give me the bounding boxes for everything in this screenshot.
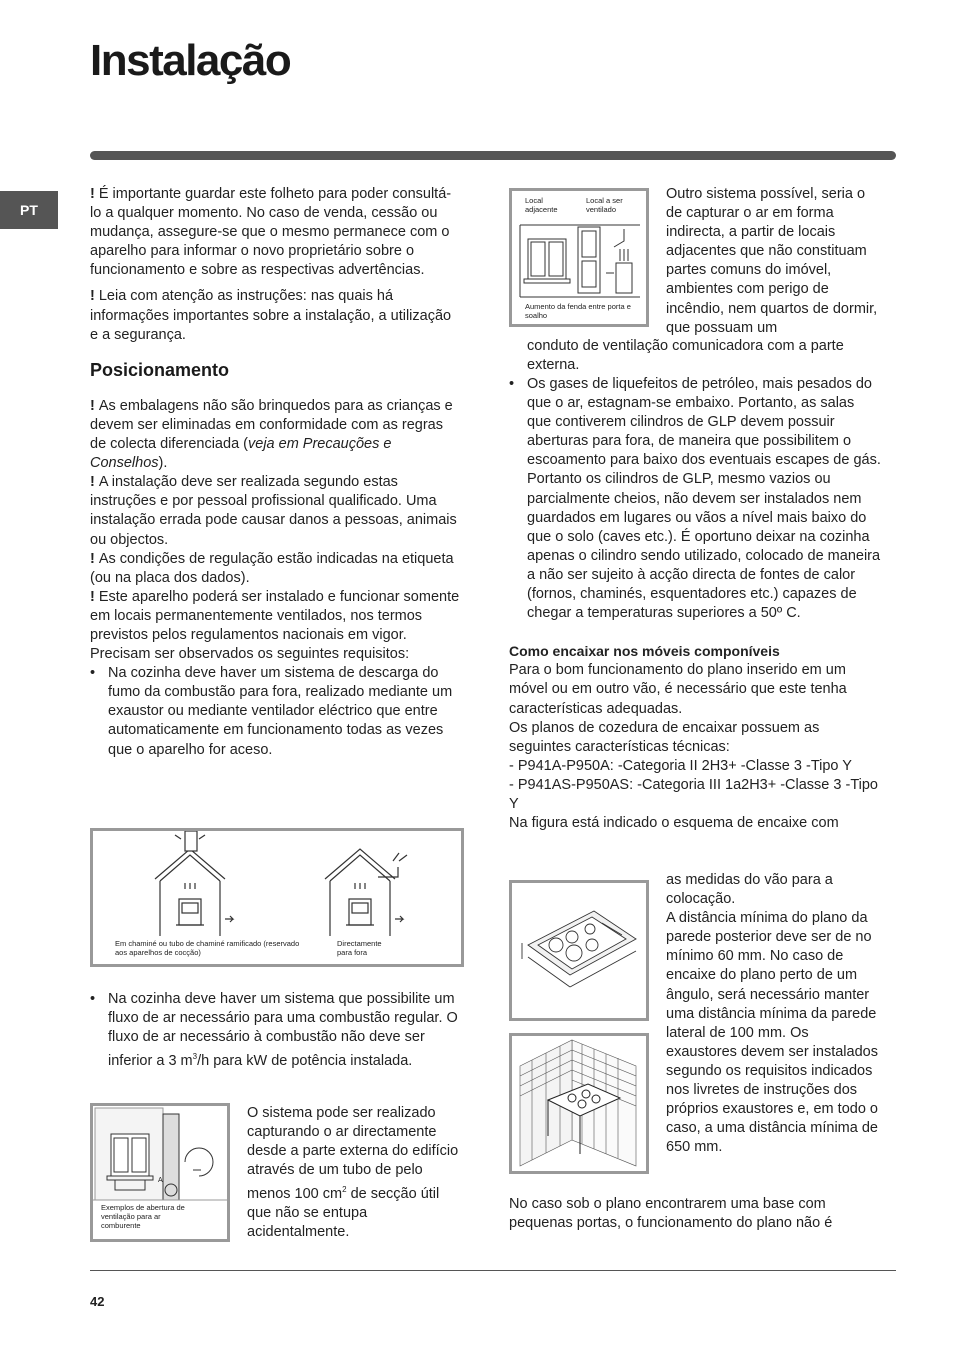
opening-label-a: A [158,1177,163,1184]
figure-caption-door-gap: Aumento da fenda entre porta e soalho [525,302,631,320]
fitting-paragraph-2: Os planos de cozedura de encaixar possuem as seguintes características técnicas: [509,719,820,755]
section-heading-positioning: Posicionamento [90,359,230,380]
warning-installation: ! A instalação deve ser realizada segundo estas instruções e por pessoal profissional qualificado. Uma instalação errada pode causar danos a pessoas, animais ou objectos. [90,474,457,548]
figure-caption-direct: Directamente para fora [337,939,382,957]
left-side-text [247,1104,467,1242]
left-column [90,185,462,760]
figure-ventilation-opening [90,1103,230,1242]
packaging-text: As embalagens não são brinquedos para as crianças e devem ser eliminadas em conformidade com as regras de colecta diferenciada ( [90,397,453,453]
spec-line-2: - P941AS-P950AS: -Categoria III 1a2H3+ -Classe 3 -Tipo Y [509,776,878,812]
gas-list [509,375,881,623]
indirect-air-continuation: conduto de ventilação comunicadora com a parte externa. [527,338,844,374]
header-rule [90,151,896,160]
footer-rule [90,1270,896,1271]
figure-caption-chimney: Em chaminé ou tubo de chaminé ramificado (reservado aos aparelhos de cocção) [115,939,300,957]
indirect-air-text: Outro sistema possível, seria o de capturar o ar em forma indirecta, a partir de locais adjacentes que não constituam partes comuns do imóvel, ambientes com perigo de incêndio, nem quartos de dormir, que possuam um [666,186,878,336]
packaging-text-end: ). [158,455,168,472]
fitting-paragraph-3: Na figura está indicado o esquema de encaixe com [509,815,839,832]
warning-regulation: ! As condições de regulação estão indicadas na etiqueta (ou na placa dos dados). [90,550,454,586]
section-heading-fitting: Como encaixar nos móveis componíveis [509,643,780,660]
language-tab: PT [0,191,58,229]
label-room-to-ventilate: Local a ser ventilado [586,196,623,214]
figure-chimney-exhaust [90,828,464,967]
warning-ventilation: ! Este aparelho poderá ser instalado e funcionar somente em locais permanentemente ventilados, nos termos previstos pelos regulamentos nacionais em vigor. Precisam ser observados os seguintes requisitos: [90,588,460,663]
right-column [509,185,881,338]
packaging-italic: veja em Precauções e Conselhos [90,436,392,472]
left-column-lower [90,990,464,1071]
intro-paragraph-2: ! Leia com atenção as instruções: nas quais há informações importantes sobre a instalação, a utilização e a segurança. [90,288,452,343]
intro-text-1: É importante guardar este folheto para poder consultá-lo a qualquer momento. No caso de venda, cessão ou mudança, assegure-se que o mesmo permanece com o aparelho para informar o novo proprietário sobre o funcionamento e sobre as respectivas advertências. [90,186,452,279]
airflow-superscript: 3 [192,1052,198,1062]
intro-text-2: Leia com atenção as instruções: nas quais há informações importantes sobre a instalação, a utilização e a segurança. [90,288,452,343]
figure-corner-installation [509,1033,649,1174]
label-adjacent-room: Local adjacente [525,196,558,214]
requirements-list [90,664,462,759]
base-paragraph: No caso sob o plano encontrarem uma base com pequenas portas, o funcionamento do plano não é [509,1196,833,1232]
list-item [90,990,464,1071]
airflow-text: Na cozinha deve haver um sistema que possibilite um fluxo de ar necessário para uma combustão regular. O fluxo de ar necessário à combustão não deve ser inferior a 3 m [108,991,458,1070]
page-number: 42 [90,1294,105,1309]
figure-caption-ventilation: Exemplos de abertura de ventilação para ar comburente [101,1203,185,1230]
airflow-text-end: /h para kW de potência instalada. [197,1053,413,1070]
cutout-paragraph: as medidas do vão para a colocação. [666,872,833,908]
ventilation-text: Este aparelho poderá ser instalado e funcionar somente em locais permanentemente ventilados, nos termos previstos pelos regulamentos nacionais em vigor. Precisam ser observados os seguintes requisitos: [90,588,460,663]
intro-paragraph-1: ! É importante guardar este folheto para poder consultá-lo a qualquer momento. No caso de venda, cessão ou mudança, assegure-se que o mesmo permanece com o aparelho para informar o novo proprietário sobre o funcionamento e sobre as respectivas advertências. [90,186,452,279]
page-title: Instalação [90,36,291,85]
right-side-text-dimensions [666,871,882,1157]
right-column-bottom [509,1195,881,1233]
right-column-body [509,375,881,833]
figure-cutout-dimensions [509,880,649,1021]
indirect-air-paragraph [666,185,881,338]
distance-paragraph: A distância mínima do plano da parede posterior deve ser de no mínimo 60 mm. No caso de encaixe do plano perto de um ângulo, será necessário manter uma distância mínima da parede lateral de 100 mm. Os exaustores devem ser instalados segundo os requisitos indicados nos livretes de instruções dos próprios exaustores e, em todo o caso, a uma distância mínima de 650 mm. [666,910,878,1156]
regulation-text: As condições de regulação estão indicadas na etiqueta (ou na placa dos dados). [90,550,454,586]
requirements-list-2 [90,990,464,1071]
area-superscript: 2 [342,1185,347,1195]
external-air-text-end: de secção útil que não se entupa acidentalmente. [247,1186,440,1241]
spec-line-1: - P941A-P950A: -Categoria II 2H3+ -Classe 3 -Tipo Y [509,757,852,774]
external-air-paragraph [247,1104,467,1242]
installation-text: A instalação deve ser realizada segundo estas instruções e por pessoal profissional qualificado. Uma instalação errada pode causar danos a pessoas, animais ou objectos. [90,474,457,548]
fitting-paragraph-1: Para o bom funcionamento do plano inserido em um móvel ou em outro vão, é necessário que este tenha características adequadas. [509,662,847,717]
external-air-text: O sistema pode ser realizado capturando o ar directamente desde a parte externa do edifício através de um tubo de pelo menos 100 cm [247,1105,459,1203]
warning-packaging: ! As embalagens não são brinquedos para as crianças e devem ser eliminadas em conformidade com as regras de colecta diferenciada (veja em Precauções e Conselhos). [90,397,453,472]
list-item: • Na cozinha deve haver um sistema de descarga do fumo da combustão para fora, realizado mediante um exaustor ou mediante ventilador eléctrico que entre automaticamente em funcionamento todas as vezes que o aparelho for aceso. [90,664,462,759]
corner-diagram [512,1036,646,1171]
cutout-diagram [512,883,646,1018]
list-item: • Os gases de liquefeitos de petróleo, mais pesados do que o ar, estagnam-se embaixo. Portanto, as salas que contiverem cilindros de GLP devem possuir aberturas para fora, de maneira que possibilitem o escoamento para baixo dos eventuais escapes de gás. Portanto os cilindros de GLP, mesmo vazios ou parcialmente cheios, não devem ser instalados nem guardados em lugares ou vãos a nível mais baixo do que o solo (caves etc.). É oportuno deixar na cozinha apenas o cilindro sendo utilizado, colocado de maneira a não ser sujeito à acção directa de fontes de calor (fornos, chaminés, esquentadores etc.) capazes de chegar a temperaturas superiores a 50º C. [509,375,881,623]
